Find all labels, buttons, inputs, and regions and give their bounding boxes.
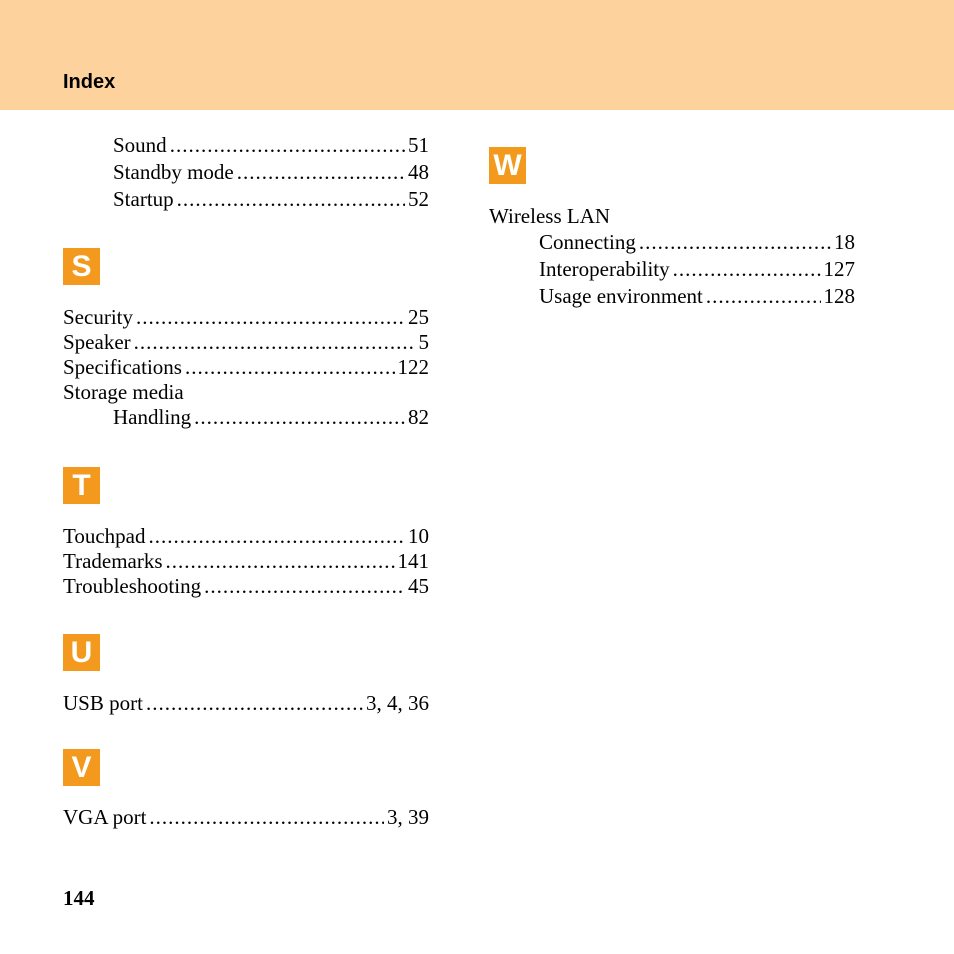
index-page-ref: 18 [834, 230, 855, 254]
index-subentry [489, 230, 855, 255]
index-page-ref: 3, 39 [387, 805, 429, 829]
index-page-ref: 52 [408, 187, 429, 211]
index-subentry [489, 284, 855, 309]
index-page-ref: 51 [408, 133, 429, 157]
index-term: Usage environment [539, 284, 703, 308]
leader-dots [194, 405, 405, 430]
index-term: Troubleshooting [63, 574, 202, 598]
index-page-ref: 45 [408, 574, 429, 598]
leader-dots [134, 330, 416, 355]
index-page-ref: 5 [418, 330, 429, 354]
index-subentry [63, 133, 429, 158]
index-entry [63, 355, 429, 380]
index-subentry [63, 187, 429, 212]
index-page-ref: 122 [397, 355, 429, 379]
index-page-ref: 82 [408, 405, 429, 429]
leader-dots [136, 305, 405, 330]
index-term: Touchpad [63, 524, 146, 548]
leader-dots [204, 574, 405, 599]
index-page-ref: 48 [408, 160, 429, 184]
index-page-ref: 25 [408, 305, 429, 329]
index-term: Speaker [63, 330, 131, 354]
leader-dots [185, 355, 395, 380]
index-entry [63, 549, 429, 574]
leader-dots [146, 691, 363, 716]
leader-dots [177, 187, 405, 212]
section-letter-v: V [63, 749, 100, 786]
leader-dots [673, 257, 821, 282]
index-entry-heading: Wireless LAN [489, 204, 611, 228]
index-entry [63, 330, 429, 355]
leader-dots [639, 230, 831, 255]
leader-dots [149, 524, 405, 549]
leader-dots [706, 284, 821, 309]
page-title: Index [63, 71, 116, 93]
index-column-right [489, 133, 855, 309]
section-letter-w: W [489, 147, 526, 184]
index-term: VGA port [63, 805, 147, 829]
page-number: 144 [63, 886, 95, 910]
index-subentry [63, 405, 429, 430]
index-term: Connecting [539, 230, 636, 254]
index-term: USB port [63, 691, 143, 715]
index-entry [63, 524, 429, 549]
header-band [0, 0, 954, 110]
index-subentry [489, 257, 855, 282]
index-entry [63, 805, 429, 830]
index-entry-heading: Storage media [63, 380, 184, 404]
index-entry [63, 574, 429, 599]
index-page-ref: 10 [408, 524, 429, 548]
index-term: Specifications [63, 355, 182, 379]
leader-dots [166, 549, 395, 574]
index-subentry [63, 160, 429, 185]
index-term: Trademarks [63, 549, 163, 573]
index-term: Standby mode [113, 160, 234, 184]
index-entry [63, 305, 429, 330]
index-page-ref: 141 [397, 549, 429, 573]
index-term: Sound [113, 133, 167, 157]
index-term: Startup [113, 187, 174, 211]
leader-dots [170, 133, 405, 158]
leader-dots [237, 160, 405, 185]
section-letter-u: U [63, 634, 100, 671]
index-page-ref: 128 [823, 284, 855, 308]
index-entry [63, 691, 429, 716]
section-letter-t: T [63, 467, 100, 504]
index-column-left [63, 133, 429, 830]
index-page-ref: 3, 4, 36 [366, 691, 429, 715]
index-term: Interoperability [539, 257, 670, 281]
index-term: Security [63, 305, 133, 329]
index-page-ref: 127 [823, 257, 855, 281]
leader-dots [149, 805, 384, 830]
index-term: Handling [113, 405, 192, 429]
section-letter-s: S [63, 248, 100, 285]
